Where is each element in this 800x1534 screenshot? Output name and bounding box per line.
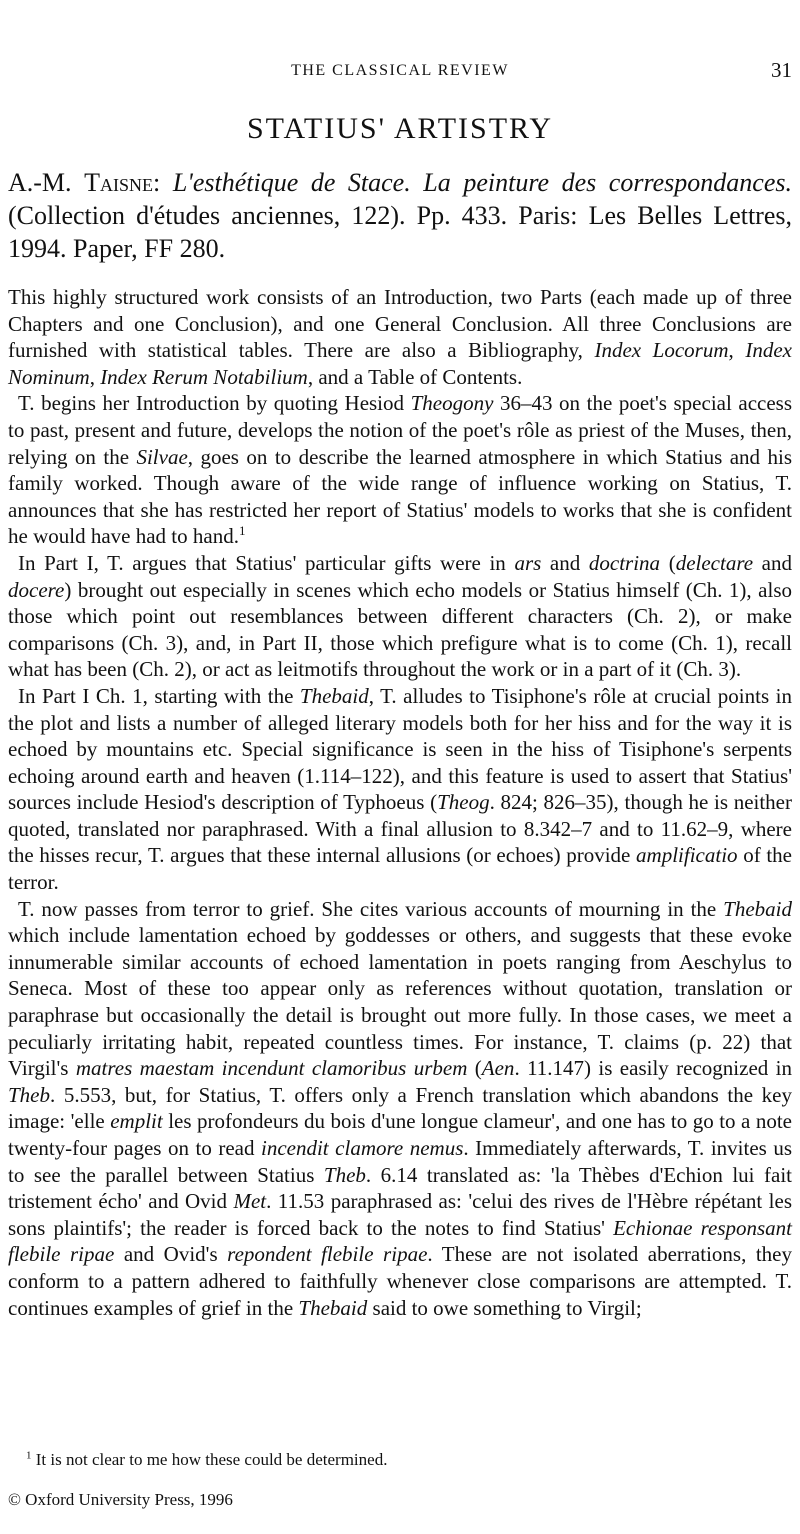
- text-run: and Ovid's: [114, 1242, 228, 1267]
- text-run: . 6.14 translated as: 'la Thèbes d'Echion lui fait tristement écho' and Ovid: [8, 1162, 792, 1214]
- italic-text: incendit clamore nemus: [261, 1136, 464, 1160]
- italic-text: delectare: [675, 550, 754, 575]
- italic-text: Theb: [8, 1082, 50, 1107]
- text-run: 36–43 on the poet's special access to past, present and future, develops the notion of the poet's rôle as priest of the Muses, then, relying on the: [8, 391, 793, 469]
- italic-text: Met: [233, 1189, 267, 1214]
- text-run: . Immediately afterwards, T. invites us to see the parallel between Statius: [8, 1136, 792, 1187]
- text-run: . 5.553, but, for Statius, T. offers only a French translation which abandons the key image: 'elle: [8, 1082, 792, 1134]
- page-number: 31: [771, 58, 792, 82]
- italic-text: amplificatio: [636, 843, 738, 868]
- italic-text: Index Nominum: [8, 338, 792, 389]
- text-run: , T. alludes to Tisiphone's rôle at crucial points in the plot and lists a number of alleged literary models both for her hiss and for the way it is echoed by mountains etc. Special significance is seen in the hiss of Tisiphone's serpents echoing around earth and heaven (1.114–122), and this feature is used to assert that Statius' sources include Hesiod's description of Typhoeus (: [8, 683, 792, 815]
- text-run: of the terror.: [8, 843, 792, 895]
- text-run: ,: [89, 364, 101, 389]
- text-run: , and a Table of Contents.: [307, 364, 523, 389]
- italic-text: Aen: [481, 1056, 515, 1081]
- text-run: . 11.147) is easily recognized in: [514, 1056, 792, 1081]
- text-run: (: [467, 1056, 482, 1081]
- paragraph: [8, 896, 792, 1322]
- footnote-marker: 1: [26, 1449, 32, 1462]
- italic-text: doctrina: [588, 550, 661, 575]
- text-run: This highly structured work consists of an Introduction, two Parts (each made up of three Chapters and one Conclusion), and one General Conclusion. All three Conclusions are furnished with statistical tables. There are also a Bibliography,: [8, 285, 792, 363]
- italic-text: Index Rerum Notabilium: [100, 364, 308, 389]
- text-run: said to owe something to Virgil;: [367, 1295, 642, 1320]
- book-details: (Collection d'études anciennes, 122). Pp. 433. Paris: Les Belles Lettres, 1994. Paper, FF 280.: [8, 201, 792, 263]
- italic-text: Echionae responsant flebile ripae: [8, 1215, 792, 1267]
- text-run: and: [541, 550, 589, 575]
- paragraph: [8, 683, 792, 896]
- text-run: (: [660, 550, 676, 575]
- running-header: THE CLASSICAL REVIEW: [291, 62, 509, 79]
- paragraph: [8, 284, 792, 390]
- article-title: STATIUS' ARTISTRY: [246, 112, 554, 145]
- text-run: and: [753, 550, 792, 575]
- italic-text: docere: [8, 577, 65, 602]
- italic-text: repondent flebile ripae: [227, 1242, 428, 1267]
- text-run: . 11.53 paraphrased as: 'celui des rives de l'Hèbre répétant les sons plaintifs'; the reader is forced back to the notes to find Statius': [8, 1189, 792, 1240]
- review-body: [8, 284, 792, 1321]
- text-run: ) brought out especially in scenes which echo models or Statius himself (Ch. 1), also those which point out resemblances between different characters (Ch. 2), or make comparisons (Ch. 3), and, in Part II, those which prefigure what is to come (Ch. 1), recall what has been (Ch. 2), or act as leitmotifs throughout the work or in a part of it (Ch. 3).: [8, 577, 792, 682]
- book-citation: [8, 166, 792, 265]
- italic-text: Thebaid: [299, 683, 369, 708]
- italic-text: Theogony: [410, 391, 494, 416]
- text-run: In Part I Ch. 1, starting with the: [18, 683, 300, 708]
- italic-text: Theog: [437, 790, 490, 815]
- text-run: In Part I, T. argues that Statius' particular gifts were in: [18, 550, 515, 575]
- text-run: . These are not isolated aberrations, they conform to a pattern adhered to faithfully whenever close comparisons are attempted. T. continues examples of grief in the: [8, 1242, 792, 1320]
- copyright-notice: © Oxford University Press, 1996: [8, 1490, 233, 1509]
- text-run: . 824; 826–35), though he is neither quoted, translated nor paraphrased. With a final allusion to 8.342–7 and to 11.62–9, where the hisses recur, T. argues that these internal allusions (or echoes) provide: [8, 790, 792, 868]
- paragraph: [8, 550, 792, 683]
- paragraph: [8, 390, 792, 550]
- author-initials: A.-M.: [8, 168, 85, 197]
- footnote-text: It is not clear to me how these could be determined.: [31, 1450, 388, 1469]
- italic-text: Index Locorum: [594, 338, 729, 363]
- italic-text: Thebaid: [723, 896, 792, 921]
- text-run: , goes on to describe the learned atmosphere in which Statius and his family worked. Though aware of the wide range of influence working on Statius, T. announces that she has restricted her report of Statius' models to works that she is confident he would have had to hand.: [8, 444, 792, 549]
- text-run: les profondeurs du bois d'une longue clameur', and one has to go to a note twenty-four pages on to read: [8, 1109, 792, 1160]
- text-run: which include lamentation echoed by goddesses or others, and suggests that these evoke innumerable similar accounts of echoed lamentation in poets ranging from Aeschylus to Seneca. Most of these too appear only as references without quotation, translation or paraphrase but occasionally the detail is brought out more fully. In those cases, we meet a peculiarly irritating habit, repeated countless times. For instance, T. claims (p. 22) that Virgil's: [8, 923, 792, 1081]
- italic-text: Theb: [323, 1162, 366, 1187]
- italic-text: matres maestam incendunt clamoribus urbem: [75, 1056, 468, 1081]
- citation-separator: :: [153, 168, 173, 197]
- footnote-reference: 1: [238, 523, 246, 539]
- italic-text: ars: [514, 550, 542, 575]
- italic-text: Silvae: [136, 444, 188, 469]
- italic-text: Thebaid: [298, 1295, 368, 1320]
- text-run: T. begins her Introduction by quoting Hesiod: [18, 391, 411, 416]
- footnote: [26, 1450, 387, 1470]
- author-surname: Taisne: [84, 168, 154, 197]
- text-run: T. now passes from terror to grief. She cites various accounts of mourning in the: [18, 896, 724, 921]
- book-title: L'esthétique de Stace. La peinture des correspondances.: [172, 168, 792, 197]
- text-run: ,: [728, 338, 746, 363]
- italic-text: emplit: [110, 1109, 163, 1134]
